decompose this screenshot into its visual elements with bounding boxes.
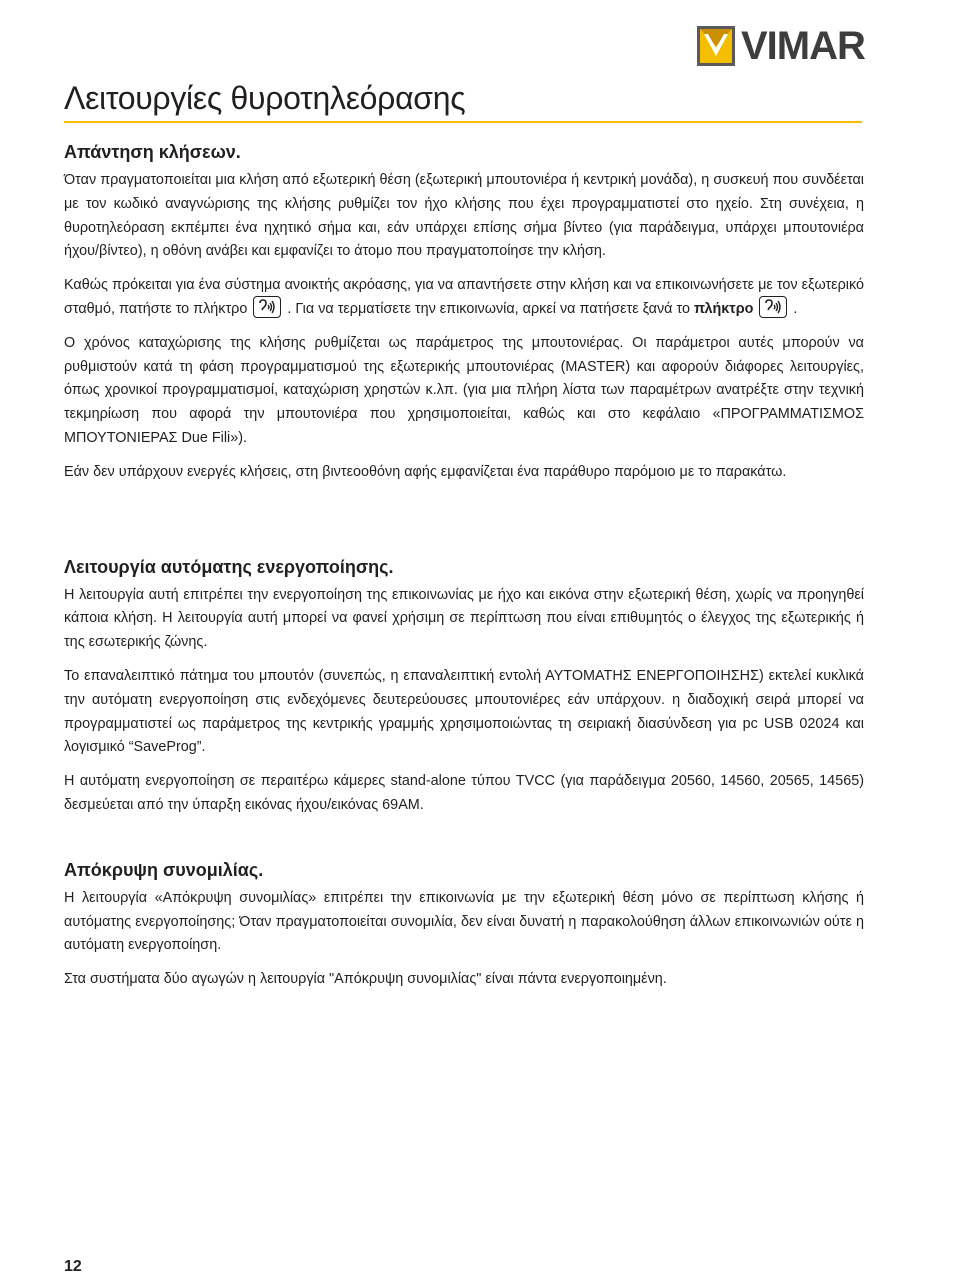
paragraph: Η αυτόματη ενεργοποίηση σε περαιτέρω κάμερες stand-alone τύπου TVCC (για παράδειγμα 20560, 14560, 20565, 14565) δεσμεύεται από την ύπαρξη εικόνας ήχου/εικόνας 69AM. (64, 773, 864, 813)
vimar-logo (697, 26, 863, 66)
page-number: 12 (64, 1258, 82, 1275)
section-heading-call-answer: Απάντηση κλήσεων. (64, 142, 241, 162)
text-fragment: . (793, 300, 798, 317)
paragraph: Η λειτουργία αυτή επιτρέπει την ενεργοποίηση της επικοινωνίας με ήχο και εικόνα στην εξωτερική θέση, χωρίς να προηγηθεί κάποια κλήση. Η λειτουργία αυτή μπορεί να φανεί χρήσιμη σε περίπτωση που είναι επιθυμητός ο έλεγχος της εξωτερικής ή της εσωτερικής ζώνης. (64, 586, 864, 651)
bold-text: πλήκτρο (694, 300, 754, 317)
paragraph: Το επαναλειπτικό πάτημα του μπουτόν (συνεπώς, η επαναλειπτική εντολή ΑΥΤΟΜΑΤΗΣ ΕΝΕΡΓΟΠΟΙΗΣΗΣ) εκτελεί κυκλικά την αυτόματη ενεργοποίηση στις ενδεχόμενες δευτερεύουσες μπουτονιέρες εάν υπάρχουν. η διαδοχική σειρά μπορεί να προγραμματιστεί ως παράμετρος της κεντρικής γραμμής χρησιμοποιώντας τη σειριακή διασύνδεση για pc USB 02024 και λογισμικό “SaveProg”. (64, 667, 864, 756)
paragraph: Η λειτουργία «Απόκρυψη συνομιλίας» επιτρέπει την επικοινωνία με την εξωτερική θέση μόνο σε περίπτωση κλήσης ή αυτόματης ενεργοποίησης; Όταν πραγματοποιείται συνομιλία, δεν είναι δυνατή η παρακολούθηση άλλων επικοινωνιών ούτε η αυτόματη ενεργοποίηση. (64, 889, 864, 954)
paragraph: Εάν δεν υπάρχουν ενεργές κλήσεις, στη βιντεοοθόνη αφής εμφανίζεται ένα παράθυρο παρόμοιο με το παρακάτω. (64, 463, 787, 480)
section-heading-auto-activation: Λειτουργία αυτόματης ενεργοποίησης. (64, 556, 394, 577)
brand-name: VIMAR (741, 24, 865, 68)
vimar-shield-logo-icon (697, 26, 735, 66)
header-divider (64, 121, 862, 123)
talk-key-icon (253, 296, 281, 318)
talk-key-icon (759, 296, 787, 318)
paragraph: Στα συστήματα δύο αγωγών η λειτουργία "Απόκρυψη συνομιλίας" είναι πάντα ενεργοποιημένη. (64, 971, 667, 988)
text-fragment: . Για να τερματίσετε την επικοινωνία, αρκεί να πατήσετε ξανά το (287, 300, 690, 317)
main-content (64, 140, 864, 1002)
text-fragment: Καθώς πρόκειται για ένα σύστημα ανοικτής ακρόασης, για να απαντήσετε στην κλήση και να επικοινωνήσετε με τον εξωτερικό σταθμό, πατήστε το πλήκτρο (64, 277, 864, 317)
paragraph: Ο χρόνος καταχώρισης της κλήσης ρυθμίζεται ως παράμετρος της μπουτονιέρας. Οι παράμετροι αυτές μπορούν να ρυθμιστούν κατά τη φάση προγραμματισμού της εξωτερικής μπουτονιέρας (MASTER) και αφορούν διάφορες λειτουργίες, όπως χρονικοί προγραμματισμοί, καταχώριση χρηστών κ.λπ. (για μια πλήρη λίστα των παραμέτρων ανατρέξτε στην τεχνική τεκμηρίωση που αφορά την μπουτονιέρα που χρησιμοποιείται, καθώς και στο κεφάλαιο «ΠΡΟΓΡΑΜΜΑΤΙΣΜΟΣ ΜΠΟΥΤΟΝΙΕΡΑΣ Due Fili»). (64, 334, 864, 446)
paragraph-with-key (64, 274, 864, 322)
section-heading-privacy: Απόκρυψη συνομιλίας. (64, 859, 264, 880)
page-title: Λειτουργίες θυροτηλεόρασης (64, 80, 466, 116)
paragraph: Όταν πραγματοποιείται μια κλήση από εξωτερική θέση (εξωτερική μπουτονιέρα ή κεντρική μονάδα), η συσκευή που συνδέεται με τον κωδικό αναγνώρισης της κλήσης ρυθμίζει τον ήχο κλήσης που έχει προγραμματιστεί στο ηχείο. Στη συνέχεια, η θυροτηλεόραση εκπέμπει ένα ηχητικό σήμα και, εάν υπάρχει επίσης σήμα βίντεο (για παράδειγμα, υπάρχει μπουτονιέρα ήχου/βίντεο), η οθόνη ανάβει και εμφανίζει το άτομο που πραγματοποίησε την κλήση. (64, 172, 864, 260)
